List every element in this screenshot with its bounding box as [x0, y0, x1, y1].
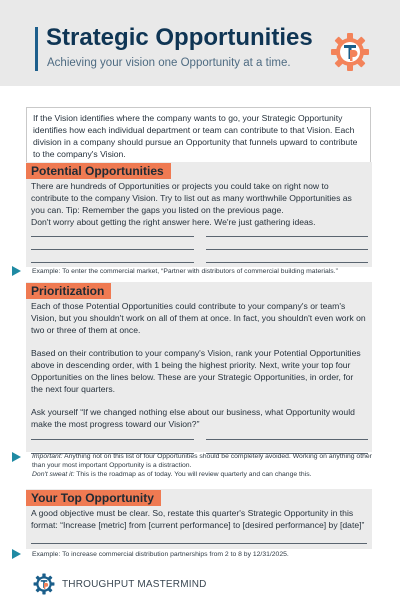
write-line[interactable] — [206, 236, 368, 237]
prioritization-notes — [32, 452, 380, 479]
potential-example: Example: To enter the commercial market, “Partner with distributors of commercial building materials.” — [32, 268, 338, 275]
title-accent-bar — [35, 27, 38, 71]
intro-paragraph: If the Vision identifies where the company wants to go, your Strategic Opportunity identifies how each individual department or team can contribute to that Vision. Each division in a company should pursue an Opportunity that funnels upward to contribute to the company's Vision. — [26, 107, 371, 165]
prioritization-text — [26, 300, 372, 430]
write-line[interactable] — [31, 439, 194, 440]
write-line[interactable] — [206, 249, 368, 250]
page-title: Strategic Opportunities — [46, 24, 313, 51]
dont-sweat-note — [32, 470, 380, 479]
dont-sweat-label: Don't sweat it: — [32, 471, 75, 478]
write-line[interactable] — [31, 236, 194, 237]
prioritization-paragraph-3: Ask yourself “If we changed nothing else about our business, what Opportunity would make the most progress toward our Vision?” — [31, 407, 355, 429]
dont-sweat-text: This is the roadmap as of today. You will review quarterly and can change this. — [74, 471, 312, 478]
write-line[interactable] — [31, 262, 194, 263]
potential-opportunities-text — [26, 180, 372, 228]
potential-text-1: There are hundreds of Opportunities or projects you could take on right now to contribute to the company Vision. Try to list out as many worthwhile Opportunities as you can. Tip: Remember the gaps you listed on the previous page. — [31, 181, 352, 215]
top-write-lines — [26, 531, 372, 551]
top-opportunity-text: A good objective must be clear. So, restate this quarter's Strategic Opportunity in this format: “Increase [metric] from [current performance] to [desired performance] by [date]” — [31, 508, 365, 530]
arrow-pointer-icon — [12, 549, 21, 559]
prioritization-heading: Prioritization — [26, 283, 111, 299]
page-header — [0, 0, 400, 86]
arrow-pointer-icon — [12, 452, 21, 462]
important-note — [32, 452, 380, 470]
potential-opportunities-heading: Potential Opportunities — [26, 163, 171, 179]
write-line[interactable] — [31, 249, 194, 250]
important-label: Important: — [32, 453, 63, 460]
write-line[interactable] — [206, 262, 368, 263]
potential-opportunities-section — [26, 162, 372, 267]
top-opportunity-example: Example: To increase commercial distribution partnerships from 2 to 8 by 12/31/2025. — [32, 551, 289, 558]
prioritization-section — [26, 282, 372, 452]
top-opportunity-heading: Your Top Opportunity — [26, 490, 161, 506]
top-opportunity-section — [26, 489, 372, 549]
write-line[interactable] — [31, 543, 367, 544]
arrow-pointer-icon — [12, 266, 21, 276]
page-subtitle: Achieving your vision one Opportunity at a time. — [47, 57, 291, 69]
write-line[interactable] — [206, 439, 368, 440]
prioritization-paragraph-2: Based on their contribution to your company's Vision, rank your Potential Opportunities above in descending order, with 1 being the highest priority. Next, write your top four Opportunities on the lines below. These are your Strategic Opportunities, in order, for the next four quarters. — [31, 348, 361, 394]
potential-write-lines — [26, 228, 372, 270]
prioritization-paragraph-1: Each of those Potential Opportunities could contribute to your company's or team's Vision, but you shouldn't work on all of them at once. In fact, you shouldn't even work on two or three of them at once. — [31, 301, 366, 335]
footer-gear-logo-icon — [33, 573, 55, 595]
important-text: Anything not on this list of four Opportunities should be completely avoided. Working on anything other than your most important Opportunity is a distraction. — [32, 453, 372, 469]
footer-brand: THROUGHPUT MASTERMIND — [62, 579, 207, 590]
gear-logo-icon — [330, 32, 370, 72]
potential-text-2: Don't worry about getting the right answer here. We're just gathering ideas. — [31, 217, 316, 227]
